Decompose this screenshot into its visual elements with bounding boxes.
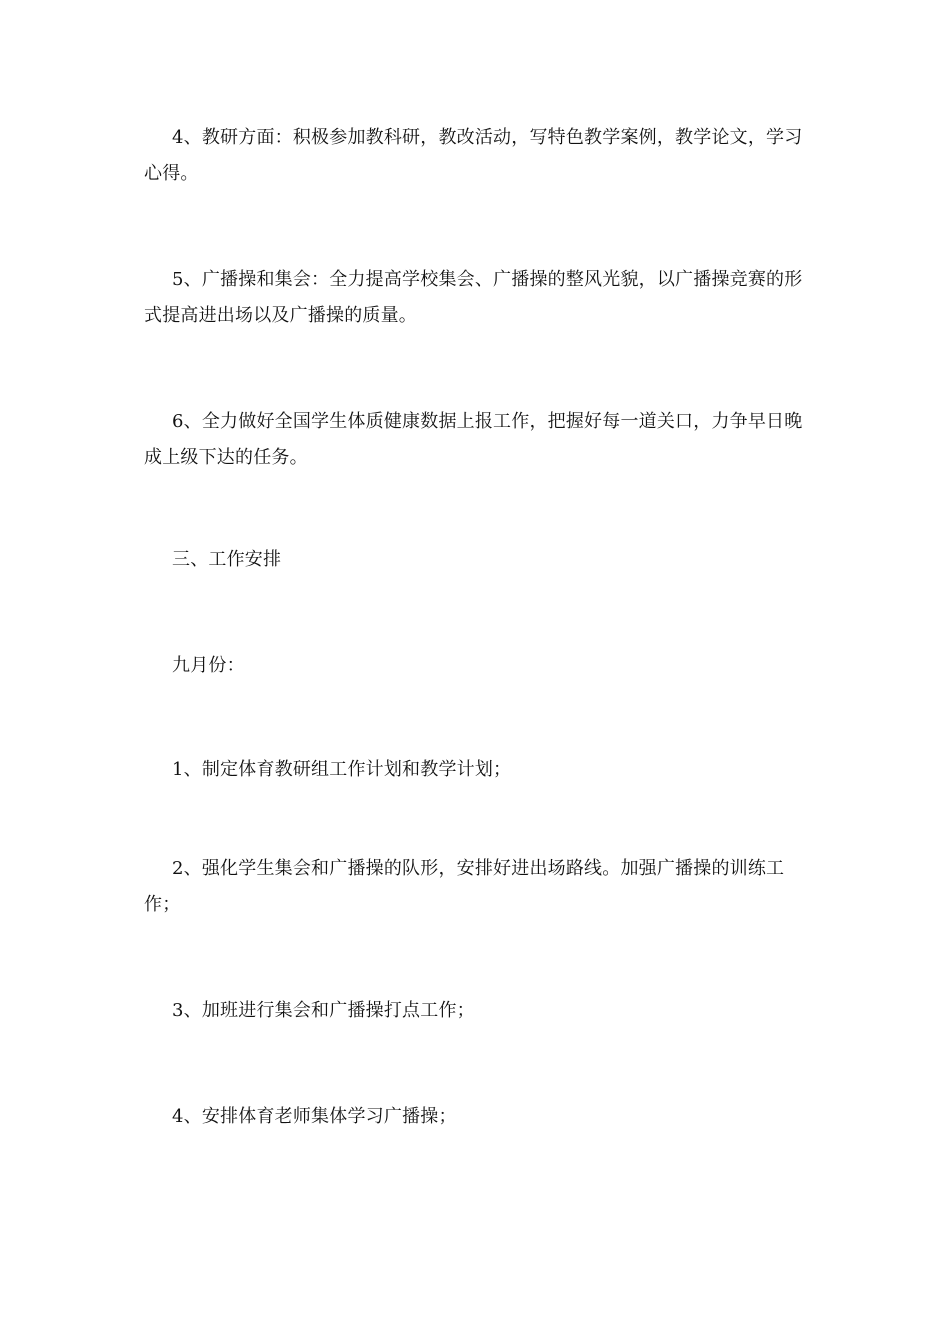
list-item-4: 4、安排体育老师集体学习广播操； (172, 1106, 457, 1127)
section-heading-work-arrangement: 三、工作安排 (172, 549, 282, 570)
list-item-2: 2、强化学生集会和广播操的队形，安排好进出场路线。加强广播操的训练工作； (144, 858, 785, 915)
month-heading-september: 九月份： (172, 655, 245, 676)
paragraph-fitness-data: 6、全力做好全国学生体质健康数据上报工作，把握好每一道关口，力争早日晚成上级下达的任务。 (144, 411, 803, 468)
paragraph-teaching-research: 4、教研方面：积极参加教科研，教改活动，写特色教学案例，教学论文，学习心得。 (144, 127, 803, 184)
list-item-1: 1、制定体育教研组工作计划和教学计划； (172, 759, 512, 780)
list-item-3: 3、加班进行集会和广播操打点工作； (172, 1000, 475, 1021)
paragraph-broadcast-exercise: 5、广播操和集会：全力提高学校集会、广播操的整风光貌，以广播操竞赛的形式提高进出场以及广播操的质量。 (144, 269, 803, 326)
